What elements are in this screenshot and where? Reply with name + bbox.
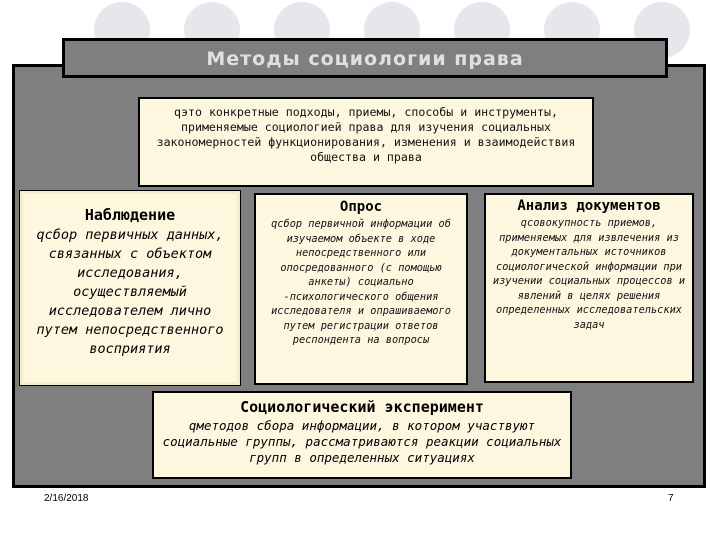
definition-box [138,97,594,187]
slide-title: Методы социологии права [206,48,524,70]
page-number: 7 [668,493,674,504]
observation-title: Наблюдение [84,206,176,224]
experiment-box [152,391,572,479]
survey-title: Опрос [339,199,383,215]
documents-box [484,193,694,383]
survey-box [254,193,468,385]
footer-date: 2/16/2018 [44,493,89,504]
survey-text: qсбор первичной информации об изучаемом объекте в ходе непосредственного или опосредованного (с помощью анкеты) социально -психологического общения исследователя и опрашиваемого путем регистрации ответов респондента на вопросы [271,218,451,346]
experiment-title: Социологический эксперимент [240,398,484,416]
documents-title: Анализ документов [517,198,661,214]
observation-box [20,191,240,385]
observation-text: qсбор первичных данных, связанных с объектом исследования, осуществляемый исследователем лично путем непосредственного восприятия [36,227,224,357]
definition-text: qэто конкретные подходы, приемы, способы и инструменты, применяемые социологией права для изучения социальных закономерностей функционирования, изменения и взаимодействия общества и права [156,105,576,164]
documents-text: qсовокупность приемов, применяемых для извлечения из документальных источников социологической информации при изучении социальных процессов и явлений в целях решения определенных исследовательских задач [492,217,686,331]
experiment-text: qметодов сбора информации, в котором участвуют социальные группы, рассматриваются реакции социальных групп в определенных ситуациях [162,418,562,465]
title-box [62,38,668,78]
